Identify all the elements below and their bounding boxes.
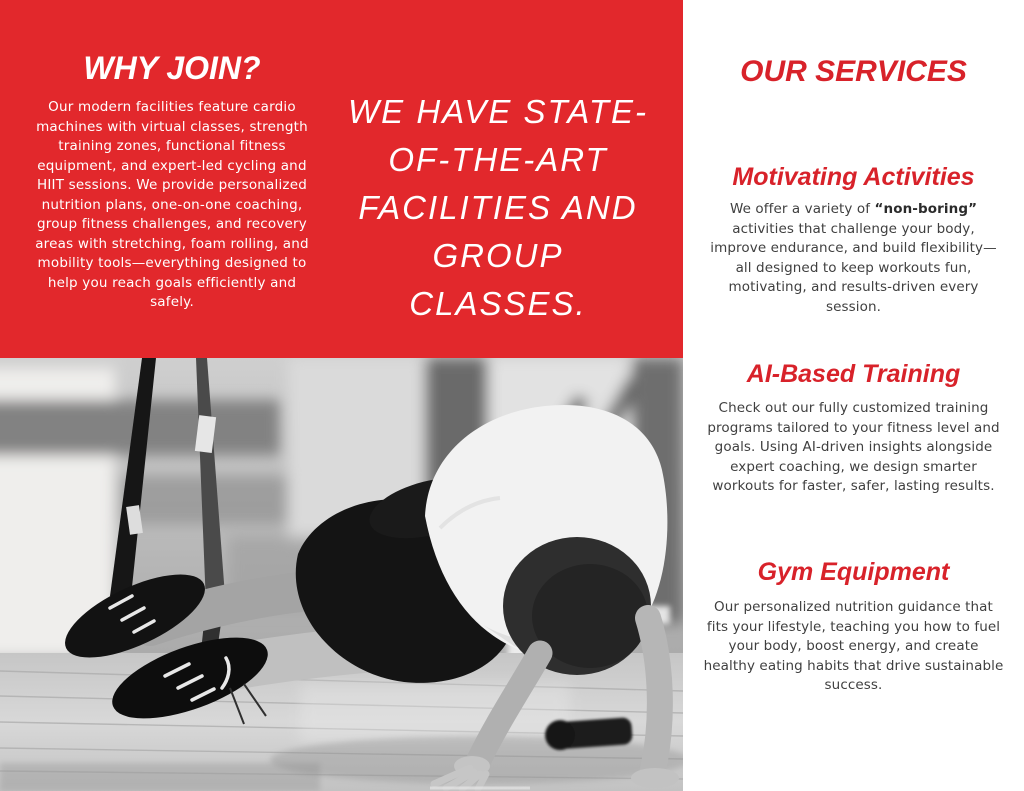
service-heading-motivating-activities: Motivating Activities (732, 163, 975, 191)
service-paragraph-ai-based-training: Check out our fully customized training programs tailored to your fitness level and goals. Using AI-driven insights alongside expert coaching, we design smarter workouts for faster, safer, lasting results. (707, 400, 1000, 494)
headline-line: OF-THE-ART (388, 141, 608, 178)
gym-photo (0, 358, 683, 791)
why-join-paragraph: Our modern facilities feature cardio machines with virtual classes, strength training zones, functional fitness equipment, and expert-led cycling and HIIT sessions. We provide personalized nutrition plans, one-on-one coaching, group fitness challenges, and recovery areas with stretching, foam rolling, and mobility tools—everything designed to help you reach goals efficiently and safely. (35, 99, 309, 310)
our-services-title: OUR SERVICES (740, 55, 967, 88)
headline-line: WE HAVE STATE- (348, 93, 648, 130)
why-join-title: WHY JOIN? (83, 50, 261, 86)
service-paragraph-gym-equipment: Our personalized nutrition guidance that fits your lifestyle, teaching you how to fuel your body, boost energy, and create healthy eating habits that drive sustainable success. (703, 599, 1004, 693)
service-heading-gym-equipment: Gym Equipment (757, 558, 950, 586)
service-text: We offer a variety of (729, 201, 875, 217)
gym-photo-illustration (0, 358, 683, 791)
service-paragraph-motivating-activities (703, 200, 1004, 317)
service-text-bold: “non-boring” (874, 201, 978, 217)
headline-line: GROUP CLASSES. (409, 237, 587, 322)
headline-line: FACILITIES AND (358, 189, 638, 226)
service-heading-ai-based-training: AI-Based Training (746, 360, 961, 388)
facilities-headline (348, 88, 648, 328)
service-text: activities that challenge your body, improve endurance, and build flexibility—all designed to keep workouts fun, motivating, and results-driven every session. (710, 220, 997, 315)
